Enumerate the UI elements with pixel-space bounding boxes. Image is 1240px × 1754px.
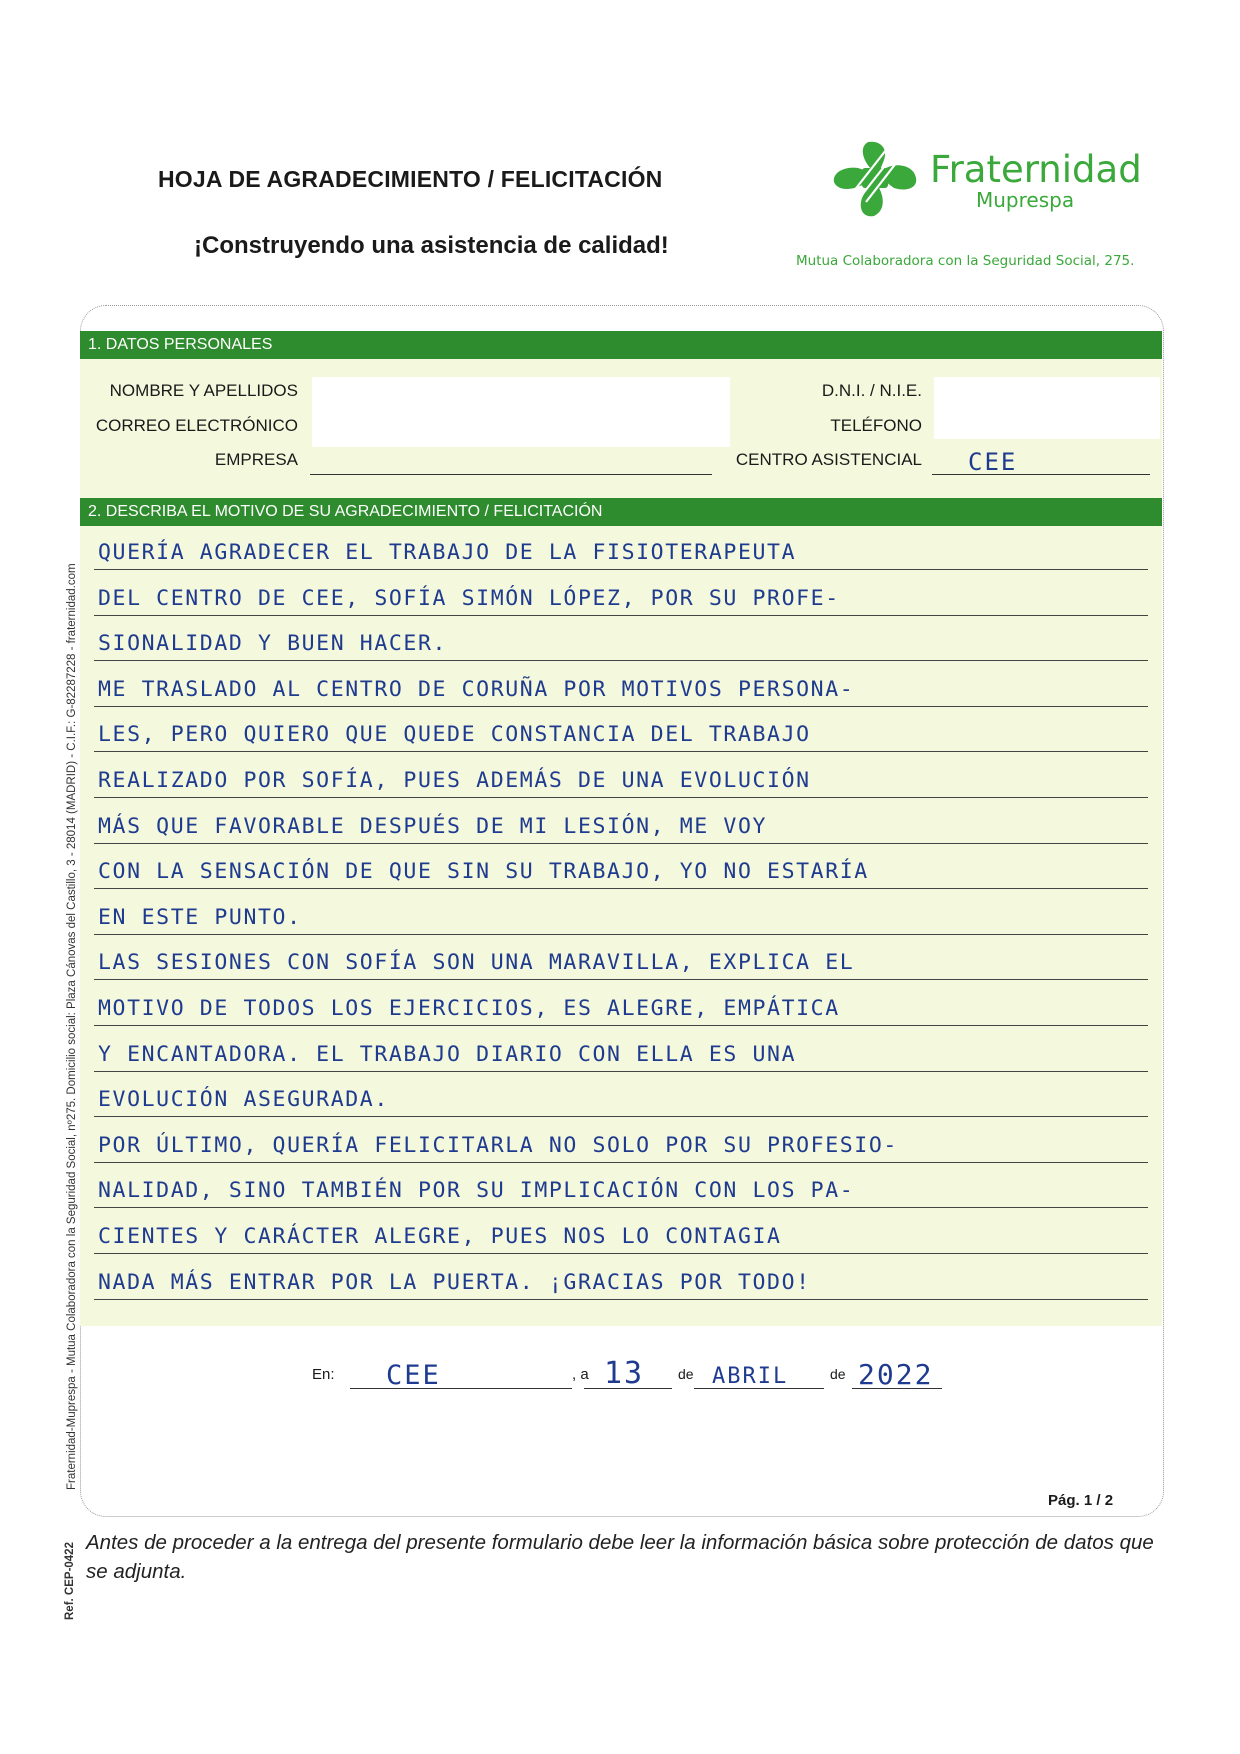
ruled-line <box>94 1253 1148 1254</box>
ruled-line <box>94 1071 1148 1072</box>
reason-line-text: EVOLUCIÓN ASEGURADA. <box>98 1087 389 1113</box>
reason-line-text: QUERÍA AGRADECER EL TRABAJO DE LA FISIOTERAPEUTA <box>98 540 797 565</box>
ruled-line <box>94 569 1148 570</box>
empresa-field[interactable] <box>310 474 712 475</box>
section-reason-header: 2. DESCRIBA EL MOTIVO DE SU AGRADECIMIENTO / FELICITACIÓN <box>80 498 1162 526</box>
date-day-value: 13 <box>604 1356 645 1391</box>
date-de-label: de <box>678 1366 694 1382</box>
centro-asistencial-field[interactable] <box>932 474 1150 475</box>
date-a-label: , a <box>572 1366 589 1383</box>
date-year-value: 2022 <box>858 1358 934 1391</box>
date-place-field[interactable] <box>350 1388 572 1389</box>
ruled-line <box>94 1162 1148 1163</box>
reason-line-text: CIENTES Y CARÁCTER ALEGRE, PUES NOS LO CONTAGIA <box>98 1224 782 1249</box>
data-protection-note: Antes de proceder a la entrega del presente formulario debe leer la información básica sobre protección de datos que se adjunta. <box>86 1531 1154 1583</box>
label-centro-asistencial: CENTRO ASISTENCIAL <box>735 450 922 469</box>
brand-subname: Muprespa <box>976 188 1075 212</box>
side-legal-text: Fraternidad-Muprespa - Mutua Colaboradora con la Seguridad Social, nº275. Domicilio social: Plaza Cánovas del Castillo, 3 - 28014 (MADRID) - C.I.F.: G-82287228 - fraternidad.com <box>66 563 78 1490</box>
ruled-line <box>94 706 1148 707</box>
reason-line-text: REALIZADO POR SOFÍA, PUES ADEMÁS DE UNA EVOLUCIÓN <box>98 768 811 793</box>
ruled-line <box>94 615 1148 616</box>
label-telefono: TELÉFONO <box>830 416 922 435</box>
reason-line-text: CON LA SENSACIÓN DE QUE SIN SU TRABAJO, YO NO ESTARÍA <box>98 859 869 885</box>
reason-line-text: NADA MÁS ENTRAR POR LA PUERTA. ¡GRACIAS POR TODO! <box>98 1269 811 1295</box>
date-month-value: ABRIL <box>712 1364 789 1389</box>
date-de-label: de <box>830 1366 846 1382</box>
reason-line-text: MÁS QUE FAVORABLE DESPUÉS DE MI LESIÓN, ME VOY <box>98 813 768 839</box>
ruled-line <box>94 797 1148 798</box>
label-nombre: NOMBRE Y APELLIDOS <box>109 381 298 400</box>
page-number: Pág. 1 / 2 <box>1048 1492 1114 1509</box>
label-correo: CORREO ELECTRÓNICO <box>95 416 298 435</box>
ruled-line <box>94 979 1148 980</box>
ruled-line <box>94 1025 1148 1026</box>
label-empresa: EMPRESA <box>214 450 298 469</box>
section-personal-data-header: 1. DATOS PERSONALES <box>80 331 1162 359</box>
form-title: HOJA DE AGRADECIMIENTO / FELICITACIÓN <box>158 166 663 192</box>
ruled-line <box>94 1299 1148 1300</box>
brand-name: Fraternidad <box>930 148 1142 191</box>
reason-line-text: MOTIVO DE TODOS LOS EJERCICIOS, ES ALEGRE, EMPÁTICA <box>98 996 840 1021</box>
ruled-line <box>94 888 1148 889</box>
label-dni: D.N.I. / N.I.E. <box>821 381 922 400</box>
reason-line-text: Y ENCANTADORA. EL TRABAJO DIARIO CON ELLA ES UNA <box>98 1041 797 1067</box>
ruled-line <box>94 751 1148 752</box>
reason-line-text: POR ÚLTIMO, QUERÍA FELICITARLA NO SOLO POR SU PROFESIO- <box>98 1132 898 1158</box>
redacted-dni-telefono-field <box>934 377 1160 439</box>
reason-line-text: LES, PERO QUIERO QUE QUEDE CONSTANCIA DEL TRABAJO <box>98 722 811 748</box>
date-en-label: En: <box>312 1366 335 1383</box>
brand-tagline: Mutua Colaboradora con la Seguridad Social, 275. <box>796 253 1135 269</box>
centro-asistencial-value: CEE <box>968 448 1018 476</box>
form-subtitle: ¡Construyendo una asistencia de calidad! <box>194 232 669 259</box>
ruled-line <box>94 1207 1148 1208</box>
reason-line-text: DEL CENTRO DE CEE, SOFÍA SIMÓN LÓPEZ, POR SU PROFE- <box>98 585 840 611</box>
ruled-line <box>94 660 1148 661</box>
fraternidad-logo-icon <box>828 140 924 218</box>
ruled-line <box>94 934 1148 935</box>
reason-line-text: ME TRASLADO AL CENTRO DE CORUÑA POR MOTIVOS PERSONA- <box>98 676 855 702</box>
side-reference: Ref. CEP-0422 <box>64 1542 76 1620</box>
redacted-name-email-field <box>312 377 730 447</box>
date-place-value: CEE <box>386 1360 441 1391</box>
reason-line-text: NALIDAD, SINO TAMBIÉN POR SU IMPLICACIÓN CON LOS PA- <box>98 1178 855 1204</box>
ruled-line <box>94 843 1148 844</box>
reason-line-text: SIONALIDAD Y BUEN HACER. <box>98 631 448 657</box>
reason-line-text: EN ESTE PUNTO. <box>98 904 302 930</box>
redacted-signature <box>418 1398 820 1496</box>
ruled-line <box>94 1116 1148 1117</box>
reason-line-text: LAS SESIONES CON SOFÍA SON UNA MARAVILLA, EXPLICA EL <box>98 950 855 976</box>
